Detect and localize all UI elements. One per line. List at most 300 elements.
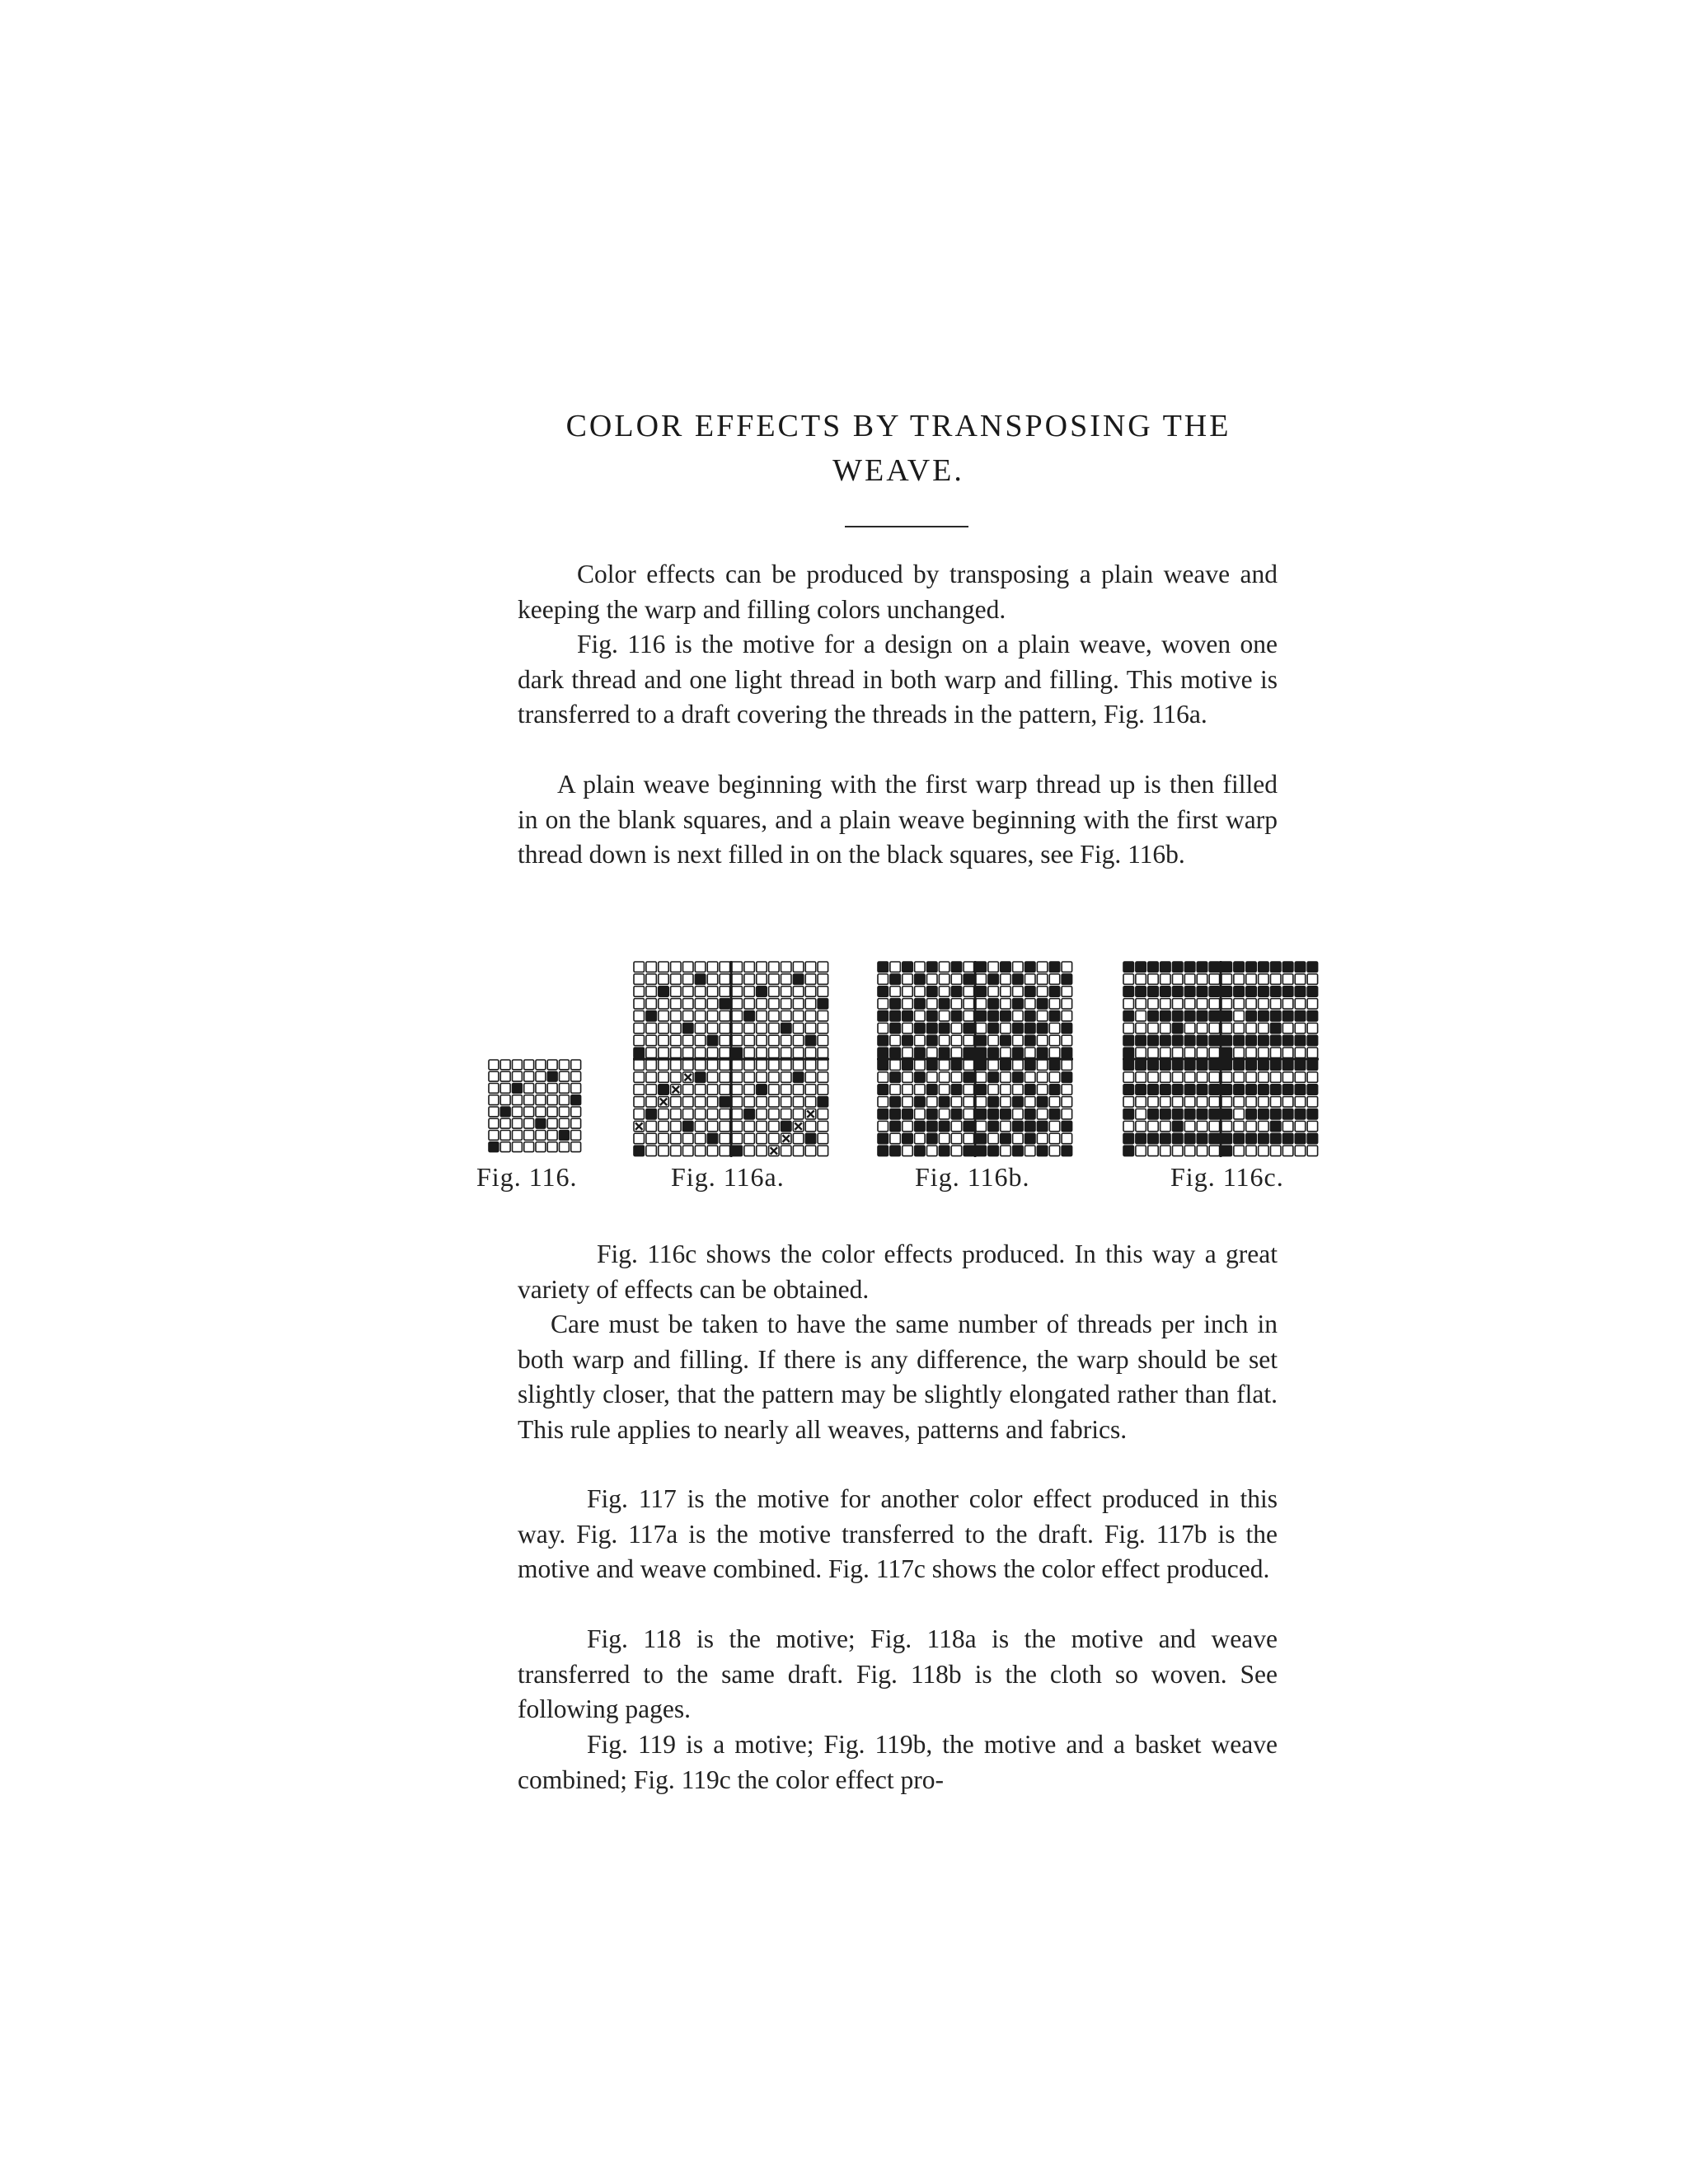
fig116b-cell [890, 974, 900, 984]
fig116b-cell [1025, 1060, 1035, 1070]
fig116-cell [536, 1118, 546, 1128]
fig116a-cell [659, 1060, 668, 1070]
fig116a-cell [683, 962, 693, 972]
fig116c-cell [1307, 1060, 1317, 1070]
fig116c-cell [1173, 1097, 1183, 1107]
fig116a-cell [805, 962, 815, 972]
fig116a-cell [659, 1146, 668, 1155]
fig116b-cell [1025, 1109, 1035, 1119]
fig116c-cell [1307, 1109, 1317, 1119]
fig116b-cell [903, 1060, 912, 1070]
fig116-cell [547, 1095, 557, 1105]
fig116c-cell [1234, 1011, 1244, 1021]
fig116b-cell [964, 1097, 973, 1107]
fig116c-cell [1123, 1072, 1133, 1082]
fig116b-cell [878, 999, 888, 1009]
fig116a-cell [720, 1109, 729, 1119]
fig116b-cell [1049, 1121, 1059, 1131]
fig116b-cell [964, 1060, 973, 1070]
fig116c-cell [1221, 1109, 1231, 1119]
fig116b-cell [1013, 1047, 1023, 1057]
fig116b-cell [890, 962, 900, 972]
fig116c-cell [1148, 962, 1158, 972]
fig116a-cell [707, 1121, 717, 1131]
fig116c-cell [1136, 1023, 1146, 1033]
fig116b-cell [951, 1097, 961, 1107]
fig116b-cell [951, 1060, 961, 1070]
fig116c-cell [1259, 1085, 1268, 1094]
fig116-cell [571, 1084, 581, 1094]
fig116b-cell [1049, 1072, 1059, 1082]
fig116c-cell [1221, 1133, 1231, 1143]
fig116a-cell [769, 1047, 779, 1057]
fig116-cell [524, 1095, 534, 1105]
fig116c-cell [1209, 1047, 1219, 1057]
fig116b-cell [964, 1035, 973, 1045]
fig116c-cell [1160, 1035, 1170, 1045]
fig116b-cell [903, 962, 912, 972]
fig116a-cell [769, 1085, 779, 1094]
fig116c-cell [1136, 1121, 1146, 1131]
fig116c-cell [1209, 1085, 1219, 1094]
fig116b-cell [903, 1047, 912, 1057]
fig116b-cell [1049, 962, 1059, 972]
fig116b-cell [976, 1097, 986, 1107]
fig116b-cell [1037, 1085, 1047, 1094]
fig116c-cell [1282, 962, 1292, 972]
fig116b-cell [890, 1047, 900, 1057]
fig116c-cell [1136, 1109, 1146, 1119]
fig116-cell [524, 1084, 534, 1094]
fig116b-cell [964, 1011, 973, 1021]
fig116c-cell [1271, 1072, 1281, 1082]
fig116c-cell [1271, 1097, 1281, 1107]
fig116c-cell [1197, 974, 1207, 984]
fig116c-cell [1148, 1035, 1158, 1045]
fig116c-cell [1160, 1121, 1170, 1131]
fig116a-cell [634, 1133, 644, 1143]
fig116c-cell [1221, 1011, 1231, 1021]
fig116c-cell [1160, 1133, 1170, 1143]
fig116a-cell [695, 1011, 705, 1021]
fig116c-cell [1148, 1146, 1158, 1155]
fig116c-cell [1173, 1133, 1183, 1143]
fig116a-cell [634, 1097, 644, 1107]
fig116a-cell [646, 1121, 656, 1131]
fig116a-cell [793, 1035, 803, 1045]
fig116b-cell [951, 987, 961, 996]
fig116a-cell [793, 1011, 803, 1021]
fig116c-cell [1307, 1133, 1317, 1143]
fig116a-cell [793, 1085, 803, 1094]
fig116a-cell [683, 999, 693, 1009]
fig116b-cell [939, 1133, 949, 1143]
fig116b-cell [927, 999, 937, 1009]
fig116c-cell [1123, 962, 1133, 972]
fig116b-cell [1001, 1047, 1010, 1057]
fig116a-cell [818, 962, 828, 972]
fig116c-cell [1173, 1072, 1183, 1082]
fig116b-cell [1013, 1072, 1023, 1082]
fig116c-cell [1221, 1121, 1231, 1131]
fig116c-cell [1295, 987, 1305, 996]
fig116b-cell [890, 1060, 900, 1070]
fig116a-cell [732, 1085, 742, 1094]
fig116a-cell [781, 1011, 791, 1021]
fig116b-cell [1037, 1146, 1047, 1155]
fig116a-cell [744, 1085, 754, 1094]
fig116a-cell [805, 1072, 815, 1082]
fig116a-cell [707, 987, 717, 996]
fig116b-cell [976, 1085, 986, 1094]
fig116b-cell [951, 1023, 961, 1033]
fig116a-cell [683, 1109, 693, 1119]
fig116a-cell [732, 1011, 742, 1021]
fig116c-cell [1136, 1047, 1146, 1057]
fig116c-cell [1184, 1133, 1194, 1143]
fig116b-cell [915, 987, 925, 996]
fig116b-cell [915, 1146, 925, 1155]
fig116c-cell [1271, 1121, 1281, 1131]
fig116c-cell [1209, 962, 1219, 972]
fig116b-cell [1013, 1085, 1023, 1094]
fig116a-cell [744, 1121, 754, 1131]
fig116c-cell [1123, 1060, 1133, 1070]
fig116b-cell [927, 1146, 937, 1155]
fig116a-cell [683, 1060, 693, 1070]
fig116b-cell [1037, 974, 1047, 984]
fig116b-cell [890, 1011, 900, 1021]
fig116a-cell [781, 1109, 791, 1119]
fig116c-cell [1197, 1011, 1207, 1021]
fig116b-cell [878, 1121, 888, 1131]
fig116b-cell [903, 987, 912, 996]
fig116c-cell [1197, 1085, 1207, 1094]
fig116a-cell [683, 1146, 693, 1155]
fig116a-cell [781, 1060, 791, 1070]
fig116c-cell [1246, 974, 1256, 984]
caption-fig-116a: Fig. 116a. [671, 1162, 785, 1192]
fig116c-cell [1271, 1011, 1281, 1021]
fig116c-cell [1271, 1047, 1281, 1057]
fig116-cell [500, 1060, 510, 1070]
fig116b-cell [1037, 1047, 1047, 1057]
fig116b-cell [927, 1109, 937, 1119]
fig116a-cell [781, 1047, 791, 1057]
fig116-cell [547, 1118, 557, 1128]
fig116b-cell [1025, 1121, 1035, 1131]
fig116b-cell [1001, 987, 1010, 996]
fig116c-cell [1197, 987, 1207, 996]
fig116a-cell [744, 1023, 754, 1033]
fig116b-cell [988, 1011, 998, 1021]
fig116b-cell [903, 1023, 912, 1033]
fig116c-cell [1160, 1060, 1170, 1070]
fig116a-cell [805, 1121, 815, 1131]
fig116a-cell [659, 1133, 668, 1143]
fig116c-cell [1259, 962, 1268, 972]
fig116b-cell [1025, 1133, 1035, 1143]
fig116b-cell [1013, 962, 1023, 972]
fig116b-cell [1049, 1146, 1059, 1155]
fig116a-cell [720, 1072, 729, 1082]
fig116c-cell [1271, 962, 1281, 972]
fig116-cell [513, 1060, 523, 1070]
fig116a-cell [707, 962, 717, 972]
fig116a-cell [732, 1060, 742, 1070]
fig116b-cell [976, 1146, 986, 1155]
fig116c-cell [1295, 1072, 1305, 1082]
fig116a-cell [744, 1011, 754, 1021]
fig116b-cell [964, 1023, 973, 1033]
figure-116a-draft-grid [633, 961, 829, 1157]
paragraph-2: Fig. 116 is the motive for a design on a plain weave, woven one dark thread and one light thread in both warp and filling. This motive is transferred to a draft covering the threads in the pattern, Fig. 116a. [518, 630, 1278, 729]
fig116c-cell [1148, 1023, 1158, 1033]
fig116c-cell [1136, 1097, 1146, 1107]
fig116-cell [500, 1095, 510, 1105]
fig116a-cell [707, 1097, 717, 1107]
paragraph-6: Fig. 117 is the motive for another color effect produced in this way. Fig. 117a is the motive transferred to the draft. Fig. 117b is the motive and weave combined. Fig. 117c shows the color effect produced. [518, 1484, 1278, 1583]
fig116c-cell [1184, 974, 1194, 984]
fig116b-cell [915, 1047, 925, 1057]
fig116-cell [547, 1071, 557, 1081]
fig116a-cell [659, 1035, 668, 1045]
fig116a-cell [646, 1023, 656, 1033]
fig116b-cell [927, 1047, 937, 1057]
fig116a-cell [793, 1047, 803, 1057]
fig116b-cell [878, 962, 888, 972]
fig116a-cell [720, 1121, 729, 1131]
fig116a-cell [757, 1047, 767, 1057]
fig116b-cell [939, 1047, 949, 1057]
fig116b-cell [915, 1072, 925, 1082]
fig116b-cell [878, 1097, 888, 1107]
fig116c-cell [1136, 1072, 1146, 1082]
fig116a-cell [634, 1047, 644, 1057]
fig116c-cell [1209, 1121, 1219, 1131]
fig116a-cell [793, 962, 803, 972]
fig116b-cell [878, 1035, 888, 1045]
fig116c-cell [1160, 1011, 1170, 1021]
fig116b-cell [1062, 974, 1071, 984]
fig116b-cell [878, 1011, 888, 1021]
fig116c-cell [1246, 1133, 1256, 1143]
fig116-cell [560, 1095, 570, 1105]
fig116-cell [524, 1071, 534, 1081]
fig116b-cell [1025, 1011, 1035, 1021]
fig116b-cell [988, 1133, 998, 1143]
fig116c-cell [1184, 1121, 1194, 1131]
fig116c-cell [1271, 974, 1281, 984]
fig116a-cell [671, 1133, 681, 1143]
fig116b-cell [964, 1047, 973, 1057]
fig116a-cell [634, 974, 644, 984]
fig116a-cell [769, 1011, 779, 1021]
fig116a-cell [818, 1097, 828, 1107]
fig116a-cell [744, 999, 754, 1009]
fig116b-cell [1001, 962, 1010, 972]
fig116c-cell [1271, 1146, 1281, 1155]
fig116a-cell [634, 1072, 644, 1082]
fig116b-cell [988, 1121, 998, 1131]
fig116c-cell [1148, 1072, 1158, 1082]
fig116a-cell [818, 1109, 828, 1119]
fig116b-cell [927, 1023, 937, 1033]
fig116c-cell [1160, 987, 1170, 996]
fig116c-cell [1246, 987, 1256, 996]
fig116a-cell [659, 1023, 668, 1033]
fig116a-cell [659, 987, 668, 996]
fig116c-cell [1295, 1060, 1305, 1070]
fig116c-cell [1209, 1109, 1219, 1119]
fig116c-cell [1221, 1060, 1231, 1070]
fig116a-cell [818, 1133, 828, 1143]
fig116c-cell [1136, 1035, 1146, 1045]
fig116b-cell [1013, 1023, 1023, 1033]
fig116b-cell [964, 962, 973, 972]
fig116a-cell [757, 1060, 767, 1070]
fig116b-cell [976, 1133, 986, 1143]
fig116c-cell [1282, 974, 1292, 984]
fig116a-cell [634, 999, 644, 1009]
fig116b-cell [1049, 999, 1059, 1009]
fig116b-cell [1013, 1146, 1023, 1155]
fig116a-cell [757, 1085, 767, 1094]
fig116a-cell [634, 987, 644, 996]
fig116b-cell [878, 1146, 888, 1155]
fig116b-cell [1013, 1133, 1023, 1143]
fig116a-cell [707, 974, 717, 984]
fig116a-cell [818, 974, 828, 984]
figure-116-motive-grid [488, 1059, 582, 1153]
fig116b-cell [1013, 1121, 1023, 1131]
fig116b-cell [951, 1121, 961, 1131]
fig116b-cell [976, 1121, 986, 1131]
fig116a-cell [683, 1085, 693, 1094]
fig116c-cell [1307, 1146, 1317, 1155]
fig116c-cell [1295, 974, 1305, 984]
fig116c-cell [1136, 1011, 1146, 1021]
fig116-cell [536, 1071, 546, 1081]
fig116a-cell [769, 1023, 779, 1033]
fig116a-cell [634, 1109, 644, 1119]
fig116b-cell [1062, 1035, 1071, 1045]
fig116c-cell [1173, 1035, 1183, 1045]
fig116a-cell [757, 962, 767, 972]
fig116c-cell [1246, 1146, 1256, 1155]
fig116-cell [500, 1131, 510, 1141]
fig116b-cell [890, 1085, 900, 1094]
fig116c-cell [1148, 1109, 1158, 1119]
fig116c-cell [1209, 1133, 1219, 1143]
fig116c-cell [1221, 1097, 1231, 1107]
fig116c-cell [1259, 1146, 1268, 1155]
fig116b-cell [903, 1011, 912, 1021]
fig116a-cell [781, 1097, 791, 1107]
fig116c-cell [1221, 999, 1231, 1009]
fig116b-cell [976, 1109, 986, 1119]
fig116c-cell [1184, 999, 1194, 1009]
fig116c-cell [1123, 987, 1133, 996]
fig116a-cell [744, 1072, 754, 1082]
fig116a-cell [695, 1035, 705, 1045]
fig116b-cell [1025, 999, 1035, 1009]
fig116b-cell [915, 999, 925, 1009]
fig116a-cell [659, 1085, 668, 1094]
fig116c-cell [1123, 1146, 1133, 1155]
fig116b-cell [903, 1121, 912, 1131]
fig116c-cell [1282, 1085, 1292, 1094]
fig116c-cell [1209, 987, 1219, 996]
fig116c-cell [1307, 1072, 1317, 1082]
fig116a-cell [793, 1146, 803, 1155]
fig116b-cell [939, 962, 949, 972]
fig116b-cell [927, 1072, 937, 1082]
fig116a-cell [744, 1097, 754, 1107]
fig116a-cell [634, 1011, 644, 1021]
fig116a-cell [671, 1109, 681, 1119]
fig116c-cell [1259, 1060, 1268, 1070]
paragraph-7: Fig. 118 is the motive; Fig. 118a is the motive and weave transferred to the same draft. Fig. 118b is the cloth so woven. See following pages. [518, 1624, 1278, 1723]
fig116c-cell [1136, 987, 1146, 996]
fig116a-cell [805, 1060, 815, 1070]
fig116b-cell [890, 1072, 900, 1082]
fig116c-cell [1160, 1047, 1170, 1057]
fig116a-cell [659, 1109, 668, 1119]
fig116a-cell [757, 1097, 767, 1107]
fig116a-cell [707, 1085, 717, 1094]
fig116c-cell [1197, 1072, 1207, 1082]
fig116b-cell [1062, 1109, 1071, 1119]
fig116c-cell [1184, 1035, 1194, 1045]
fig116c-cell [1282, 987, 1292, 996]
fig116a-cell [634, 1023, 644, 1033]
fig116b-cell [951, 962, 961, 972]
fig116a-cell [683, 1121, 693, 1131]
fig116b-cell [939, 1023, 949, 1033]
fig116c-cell [1184, 1109, 1194, 1119]
fig116b-cell [890, 1035, 900, 1045]
caption-fig-116b: Fig. 116b. [915, 1162, 1030, 1192]
fig116c-cell [1307, 1035, 1317, 1045]
fig116c-cell [1197, 1097, 1207, 1107]
fig116b-cell [976, 1011, 986, 1021]
fig116c-cell [1197, 1035, 1207, 1045]
fig116c-cell [1295, 962, 1305, 972]
fig116a-cell [646, 1109, 656, 1119]
fig116a-cell [720, 1011, 729, 1021]
fig116a-cell [646, 1146, 656, 1155]
title-rule [845, 526, 968, 527]
fig116-cell [513, 1142, 523, 1152]
fig116c-cell [1173, 1121, 1183, 1131]
fig116c-cell [1123, 1023, 1133, 1033]
fig116b-cell [1037, 962, 1047, 972]
fig116a-cell [818, 1011, 828, 1021]
fig116c-cell [1173, 1047, 1183, 1057]
fig116c-cell [1234, 1047, 1244, 1057]
fig116c-cell [1136, 1060, 1146, 1070]
fig116a-cell [805, 1133, 815, 1143]
fig116a-cell [683, 1133, 693, 1143]
fig116b-cell [964, 1109, 973, 1119]
fig116b-cell [988, 1097, 998, 1107]
fig116a-cell [757, 1133, 767, 1143]
fig116c-cell [1246, 962, 1256, 972]
fig116c-cell [1271, 1060, 1281, 1070]
fig116c-cell [1259, 987, 1268, 996]
fig116a-cell [659, 1072, 668, 1082]
